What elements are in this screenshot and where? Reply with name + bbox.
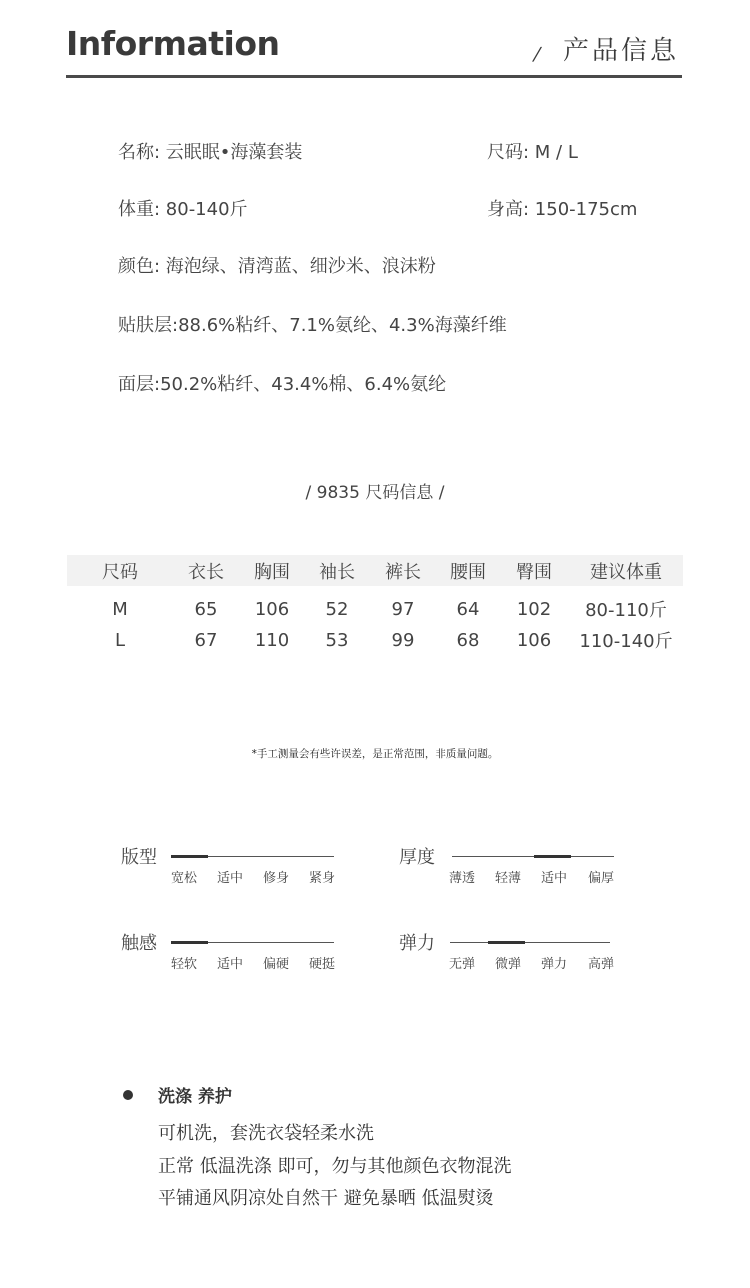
scale-feel-label: 触感 (121, 933, 157, 954)
header-pants-length: 裤长 (385, 561, 421, 583)
table-cell: L (114, 629, 126, 651)
spec-height: 身高: 150-175cm (487, 199, 638, 220)
scale-fit-option: 紧身 (308, 871, 335, 886)
header-length: 衣长 (188, 561, 224, 583)
table-cell: 80-110斤 (585, 600, 667, 621)
spec-inner-layer: 贴肤层:88.6%粘纤、7.1%氨纶、4.3%海藻纤维 (118, 315, 507, 336)
scale-thickness-option: 薄透 (448, 871, 475, 886)
header-chest: 胸围 (254, 561, 290, 583)
scale-elasticity-option: 微弹 (494, 957, 521, 972)
scale-fit-label: 版型 (121, 847, 157, 868)
table-cell: 68 (456, 629, 480, 651)
spec-size: 尺码: M / L (487, 142, 578, 163)
table-cell: 67 (194, 629, 218, 651)
table-cell: 99 (391, 629, 415, 651)
scale-fit-option: 修身 (262, 871, 289, 886)
table-cell: 110-140斤 (579, 631, 673, 652)
spec-name: 名称: 云眠眠•海藻套装 (118, 142, 303, 163)
header-suggested-weight: 建议体重 (590, 561, 662, 583)
header-size: 尺码 (102, 561, 138, 583)
scale-elasticity-option: 弹力 (540, 957, 567, 972)
scale-elasticity-label: 弹力 (399, 933, 435, 954)
table-cell: 106 (516, 629, 552, 651)
scale-fit-indicator (171, 855, 208, 858)
scale-thickness-indicator (534, 855, 571, 858)
spec-weight: 体重: 80-140斤 (118, 199, 248, 220)
title-slash: / (531, 44, 543, 65)
scale-feel-option: 硬挺 (308, 957, 335, 972)
scale-thickness-track (452, 856, 614, 857)
scale-thickness-option: 适中 (540, 871, 567, 886)
scale-feel-option: 轻软 (170, 957, 197, 972)
table-cell: 110 (254, 629, 290, 651)
table-row (67, 586, 683, 622)
scale-elasticity-indicator (488, 941, 525, 944)
header-divider (66, 75, 682, 78)
table-cell: 65 (194, 598, 218, 620)
care-line: 正常 低温洗涤 即可，勿与其他颜色衣物混洗 (158, 1156, 512, 1177)
scale-feel-option: 偏硬 (262, 957, 289, 972)
care-line: 平铺通风阴凉处自然干 避免暴晒 低温熨烫 (158, 1188, 494, 1209)
size-table-caption: / 9835 尺码信息 / (305, 483, 445, 503)
scale-thickness-option: 轻薄 (494, 871, 521, 886)
scale-feel-indicator (171, 941, 208, 944)
header-waist: 腰围 (450, 561, 486, 583)
scale-elasticity-option: 无弹 (448, 957, 475, 972)
table-row (67, 622, 683, 658)
scale-thickness-option: 偏厚 (587, 871, 614, 886)
table-cell: 64 (456, 598, 480, 620)
header-hip: 臀围 (516, 561, 552, 583)
spec-colors: 颜色: 海泡绿、清湾蓝、细沙米、浪沫粉 (118, 256, 436, 277)
scale-elasticity-track (450, 942, 610, 943)
table-cell: 53 (325, 629, 349, 651)
table-cell: 106 (254, 598, 290, 620)
table-cell: 102 (516, 598, 552, 620)
care-line: 可机洗，套洗衣袋轻柔水洗 (158, 1123, 374, 1144)
scale-thickness-label: 厚度 (399, 847, 435, 868)
spec-outer-layer: 面层:50.2%粘纤、43.4%棉、6.4%氨纶 (118, 374, 447, 395)
page-title-cn: 产品信息 (563, 36, 680, 66)
table-cell: M (112, 598, 128, 620)
page-title-en: Information (66, 24, 280, 63)
scale-feel-option: 适中 (216, 957, 243, 972)
header-sleeve: 袖长 (319, 561, 355, 583)
scale-elasticity-option: 高弹 (587, 957, 614, 972)
care-title: 洗涤 养护 (158, 1087, 232, 1107)
table-cell: 97 (391, 598, 415, 620)
size-table (67, 555, 683, 658)
bullet-icon (123, 1090, 133, 1100)
table-cell: 52 (325, 598, 349, 620)
scale-fit-option: 宽松 (170, 871, 197, 886)
scale-fit-option: 适中 (216, 871, 243, 886)
size-table-header-row (67, 555, 683, 586)
measurement-footnote: *手工测量会有些许误差，是正常范围，非质量问题。 (251, 748, 499, 760)
